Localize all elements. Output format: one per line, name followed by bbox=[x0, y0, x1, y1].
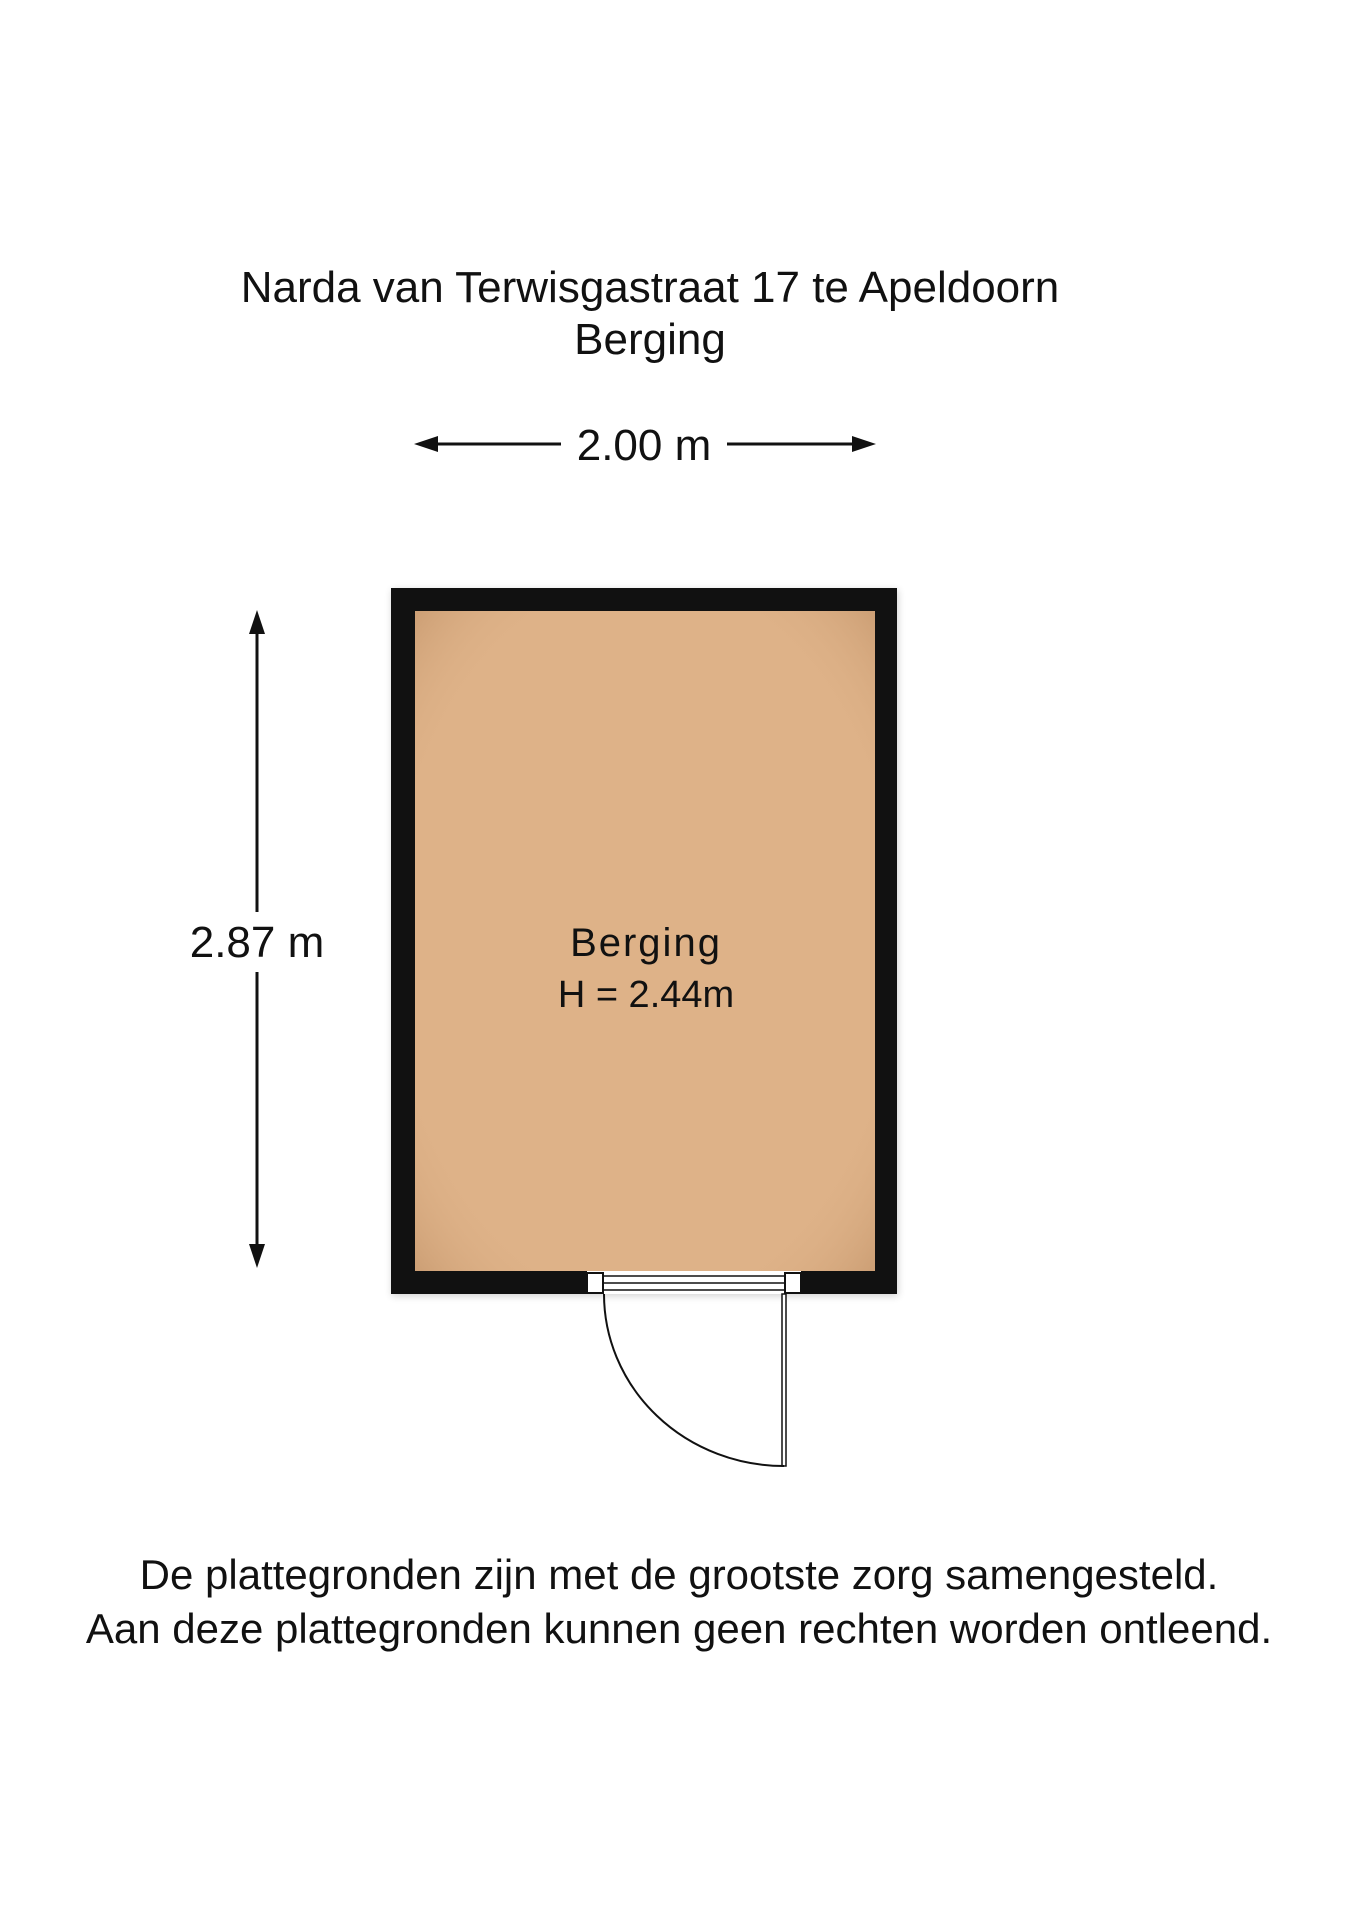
room bbox=[391, 588, 898, 1466]
door-frame-left bbox=[587, 1273, 603, 1293]
arrow-down-icon bbox=[249, 1244, 265, 1268]
height-label: 2.87 m bbox=[189, 918, 325, 967]
height-dimension bbox=[180, 610, 340, 1268]
door-swing-icon bbox=[604, 1294, 786, 1466]
width-dimension bbox=[414, 421, 876, 470]
floor-title: Berging bbox=[574, 315, 726, 364]
address-title: Narda van Terwisgastraat 17 te Apeldoorn bbox=[240, 263, 1060, 312]
door-frame-right bbox=[785, 1273, 801, 1293]
width-label: 2.00 m bbox=[576, 421, 712, 470]
arrow-up-icon bbox=[249, 610, 265, 634]
disclaimer-line-1: De plattegronden zijn met de grootste zorg samengesteld. bbox=[139, 1551, 1219, 1598]
room-name: Berging bbox=[570, 921, 722, 965]
arrow-left-icon bbox=[414, 436, 438, 452]
room-ceiling-height: H = 2.44m bbox=[557, 974, 735, 1016]
arrow-right-icon bbox=[852, 436, 876, 452]
disclaimer-line-2: Aan deze plattegronden kunnen geen rechten worden ontleend. bbox=[85, 1605, 1273, 1652]
disclaimer bbox=[0, 1548, 1358, 1656]
